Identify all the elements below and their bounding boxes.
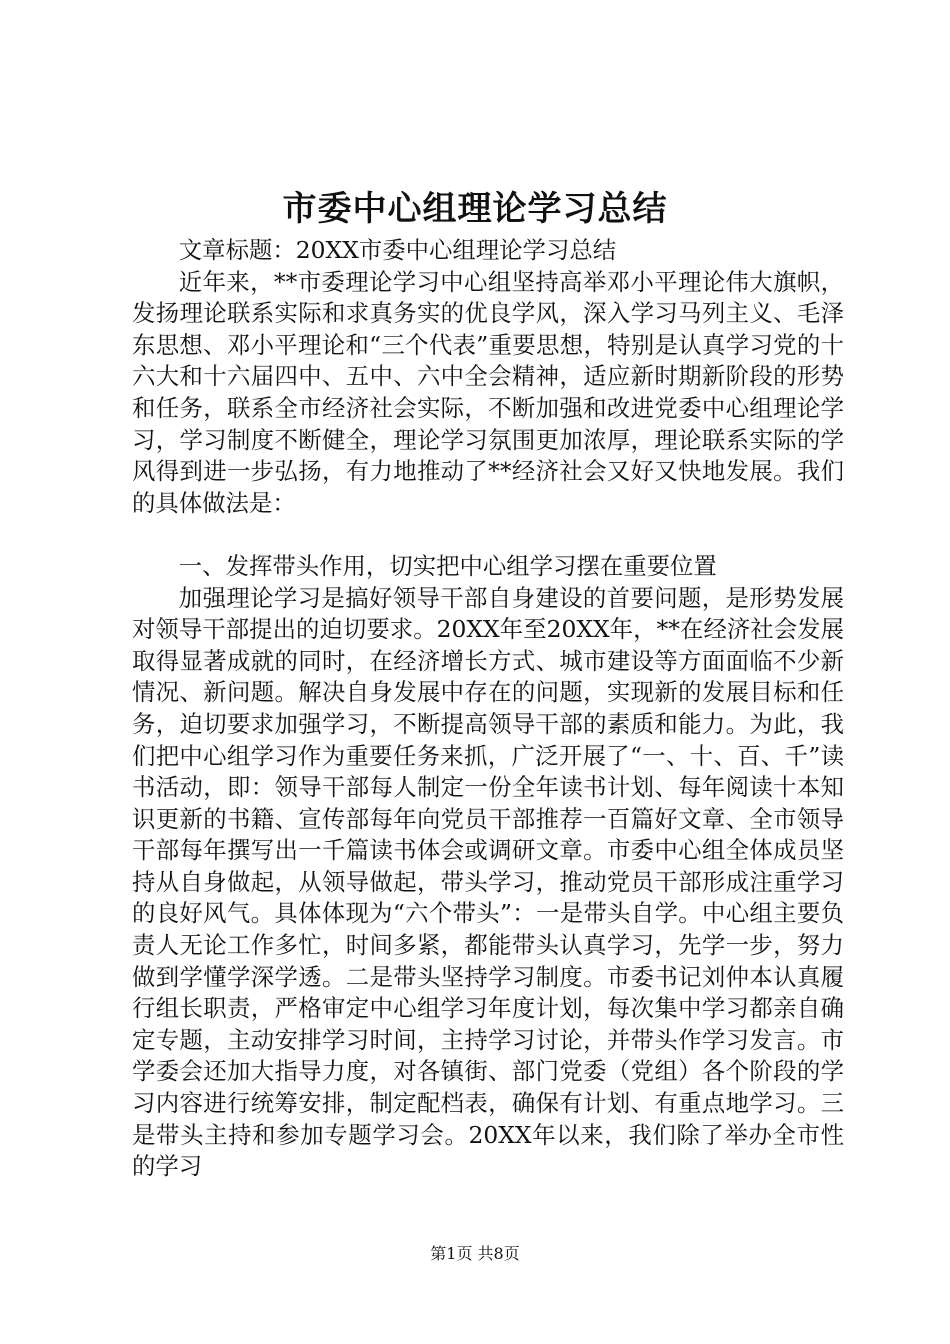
section-paragraph: 加强理论学习是搞好领导干部自身建设的首要问题，是形势发展对领导干部提出的迫切要求。20XX年至20XX年，**在经济社会发展取得显著成就的同时，在经济增长方式、城市建设等方面面临不少新情况、新问题。解决自身发展中存在的问题，实现新的发展目标和任务，迫切要求加强学习，不断提高领导干部的素质和能力。为此，我们把中心组学习作为重要任务来抓，广泛开展了“一、十、百、千”读书活动，即：领导干部每人制定一份全年读书计划、每年阅读十本知识更新的书籍、宣传部每年向党员干部推荐一百篇好文章、全市领导干部每年撰写出一千篇读书体会或调研文章。市委中心组全体成员坚持从自身做起，从领导做起，带头学习，推动党员干部形成注重学习的良好风气。具体体现为“六个带头”：一是带头自学。中心组主要负责人无论工作多忙，时间多紧，都能带头认真学习，先学一步，努力做到学懂学深学透。二是带头坚持学习制度。市委书记刘仲本认真履行组长职责，严格审定中心组学习年度计划，每次集中学习都亲自确定专题，主动安排学习时间，主持学习讨论，并带头作学习发言。市学委会还加大指导力度，对各镇街、部门党委（党组）各个阶段的学习内容进行统筹安排，制定配档表，确保有计划、有重点地学习。三是带头主持和参加专题学习会。20XX年以来，我们除了举办全市性的学习: [132, 583, 844, 1181]
subtitle-line: 文章标题：20XX市委中心组理论学习总结: [178, 236, 617, 264]
document-body: [132, 235, 844, 1183]
page-footer: 第1页 共8页: [430, 1244, 520, 1263]
paragraph-gap: [132, 519, 844, 551]
intro-paragraph: 近年来，**市委理论学习中心组坚持高举邓小平理论伟大旗帜，发扬理论联系实际和求真务实的优良学风，深入学习马列主义、毛泽东思想、邓小平理论和“三个代表”重要思想，特别是认真学习党的十六大和十六届四中、五中、六中全会精神，适应新时期新阶段的形势和任务，联系全市经济社会实际，不断加强和改进党委中心组理论学习，学习制度不断健全，理论学习氛围更加浓厚，理论联系实际的学风得到进一步弘扬，有力地推动了**经济社会又好又快地发展。我们的具体做法是：: [132, 267, 844, 517]
section-heading: 一、发挥带头作用，切实把中心组学习摆在重要位置: [178, 551, 717, 580]
page-title: 市委中心组理论学习总结: [282, 189, 668, 229]
